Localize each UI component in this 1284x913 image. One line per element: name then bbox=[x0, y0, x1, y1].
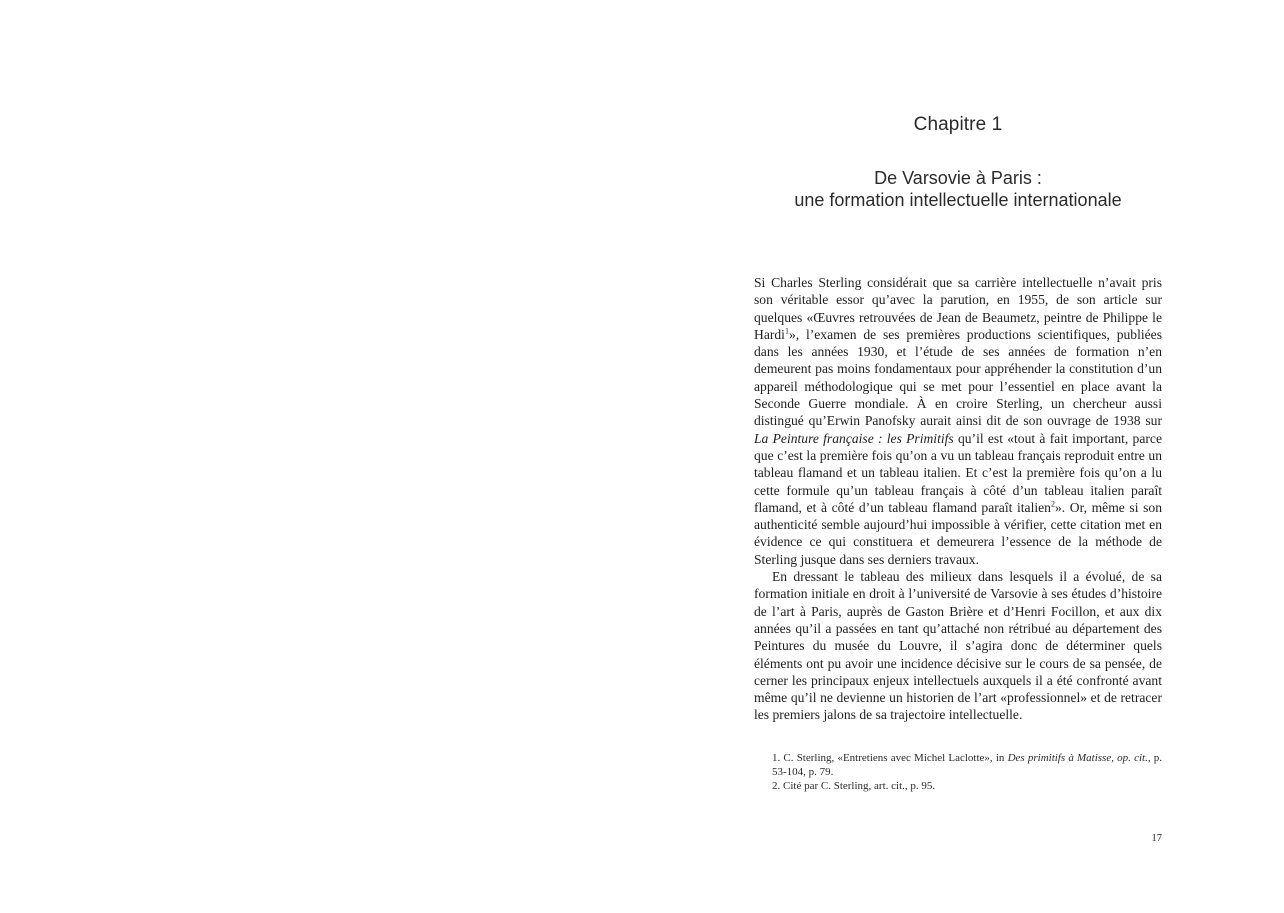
footnote-ref-1: 1 bbox=[784, 326, 789, 336]
paragraph-1-text-c: qu’il est «tout à fait important, parce que c’est la première fois qu’on a vu un tableau français reproduit entre un tableau flamand et un tableau italien. Et c’est la première fois qu’on a lu cette formule qu’un tableau français à côté d’un tableau italien paraît flamand, et à côté d’un tableau flamand paraît italien bbox=[754, 430, 1162, 515]
chapter-title-line-2: une formation intellectuelle internationale bbox=[794, 190, 1122, 210]
chapter-label: Chapitre 1 bbox=[913, 114, 1003, 135]
chapter-title bbox=[642, 167, 1274, 211]
chapter-title-line-1: De Varsovie à Paris : bbox=[874, 168, 1042, 188]
paragraph-2: En dressant le tableau des milieux dans lesquels il a évolué, de sa formation initiale en droit à l’université de Varsovie à ses études d’histoire de l’art à Paris, auprès de Gaston Brière et d’Henri Focillon, et aux dix années qu’il a passées en tant qu’attaché non rétribué au département des Peintures du musée du Louvre, il s’agira donc de déterminer quels éléments ont pu avoir une incidence décisive sur le cours de sa pensée, de cerner les principaux enjeux intellectuels auxquels il a été confronté avant même qu’il ne devienne un historien de l’art «professionnel» et de retracer les premiers jalons de sa trajectoire intellectuelle. bbox=[754, 569, 1162, 723]
footnote-ref-2: 2 bbox=[1050, 499, 1055, 509]
paragraph-1-text-a: Si Charles Sterling considérait que sa carrière intellectuelle n’avait pris son véritable essor qu’avec la parution, en 1955, de son article sur quelques «Œuvres retrouvées de Jean de Beaumetz, peintre de Philippe le Hardi bbox=[754, 275, 1162, 342]
book-title-italic: La Peinture française : les Primitifs bbox=[754, 430, 954, 446]
footnotes bbox=[772, 751, 1162, 793]
page-number: 17 bbox=[1151, 833, 1162, 844]
footnote-2: 2. Cité par C. Sterling, art. cit., p. 95. bbox=[772, 780, 936, 792]
paragraph-1-text-b: », l’examen de ses premières productions scientifiques, publiées dans les années 1930, et l’étude de ses années de formation n’en demeurent pas moins fondamentaux pour appréhender la constitution d’un appareil méthodologique qui se met pour l’essentiel en place avant la Seconde Guerre mondiale. À en croire Sterling, un chercheur aussi distingué qu’Erwin Panofsky aurait ainsi dit de son ouvrage de 1938 sur bbox=[754, 326, 1162, 429]
footnote-1-text-b: , p. 53-104, p. 79. bbox=[772, 752, 1163, 778]
paragraph-1-text-d: ». Or, même si son authenticité semble aujourd’hui impossible à vérifier, cette citation met en évidence ce qui constituera et demeurera l’essence de la méthode de Sterling jusque dans ses derniers travaux. bbox=[754, 499, 1162, 567]
right-page bbox=[642, 0, 1284, 913]
footnote-1 bbox=[772, 751, 1162, 779]
paragraph-1 bbox=[754, 274, 1162, 568]
body-text bbox=[754, 274, 1162, 724]
footnote-1-text-a: 1. C. Sterling, «Entretiens avec Michel Laclotte», in bbox=[772, 752, 1008, 764]
footnote-1-italic: Des primitifs à Matisse, op. cit. bbox=[1007, 752, 1148, 764]
